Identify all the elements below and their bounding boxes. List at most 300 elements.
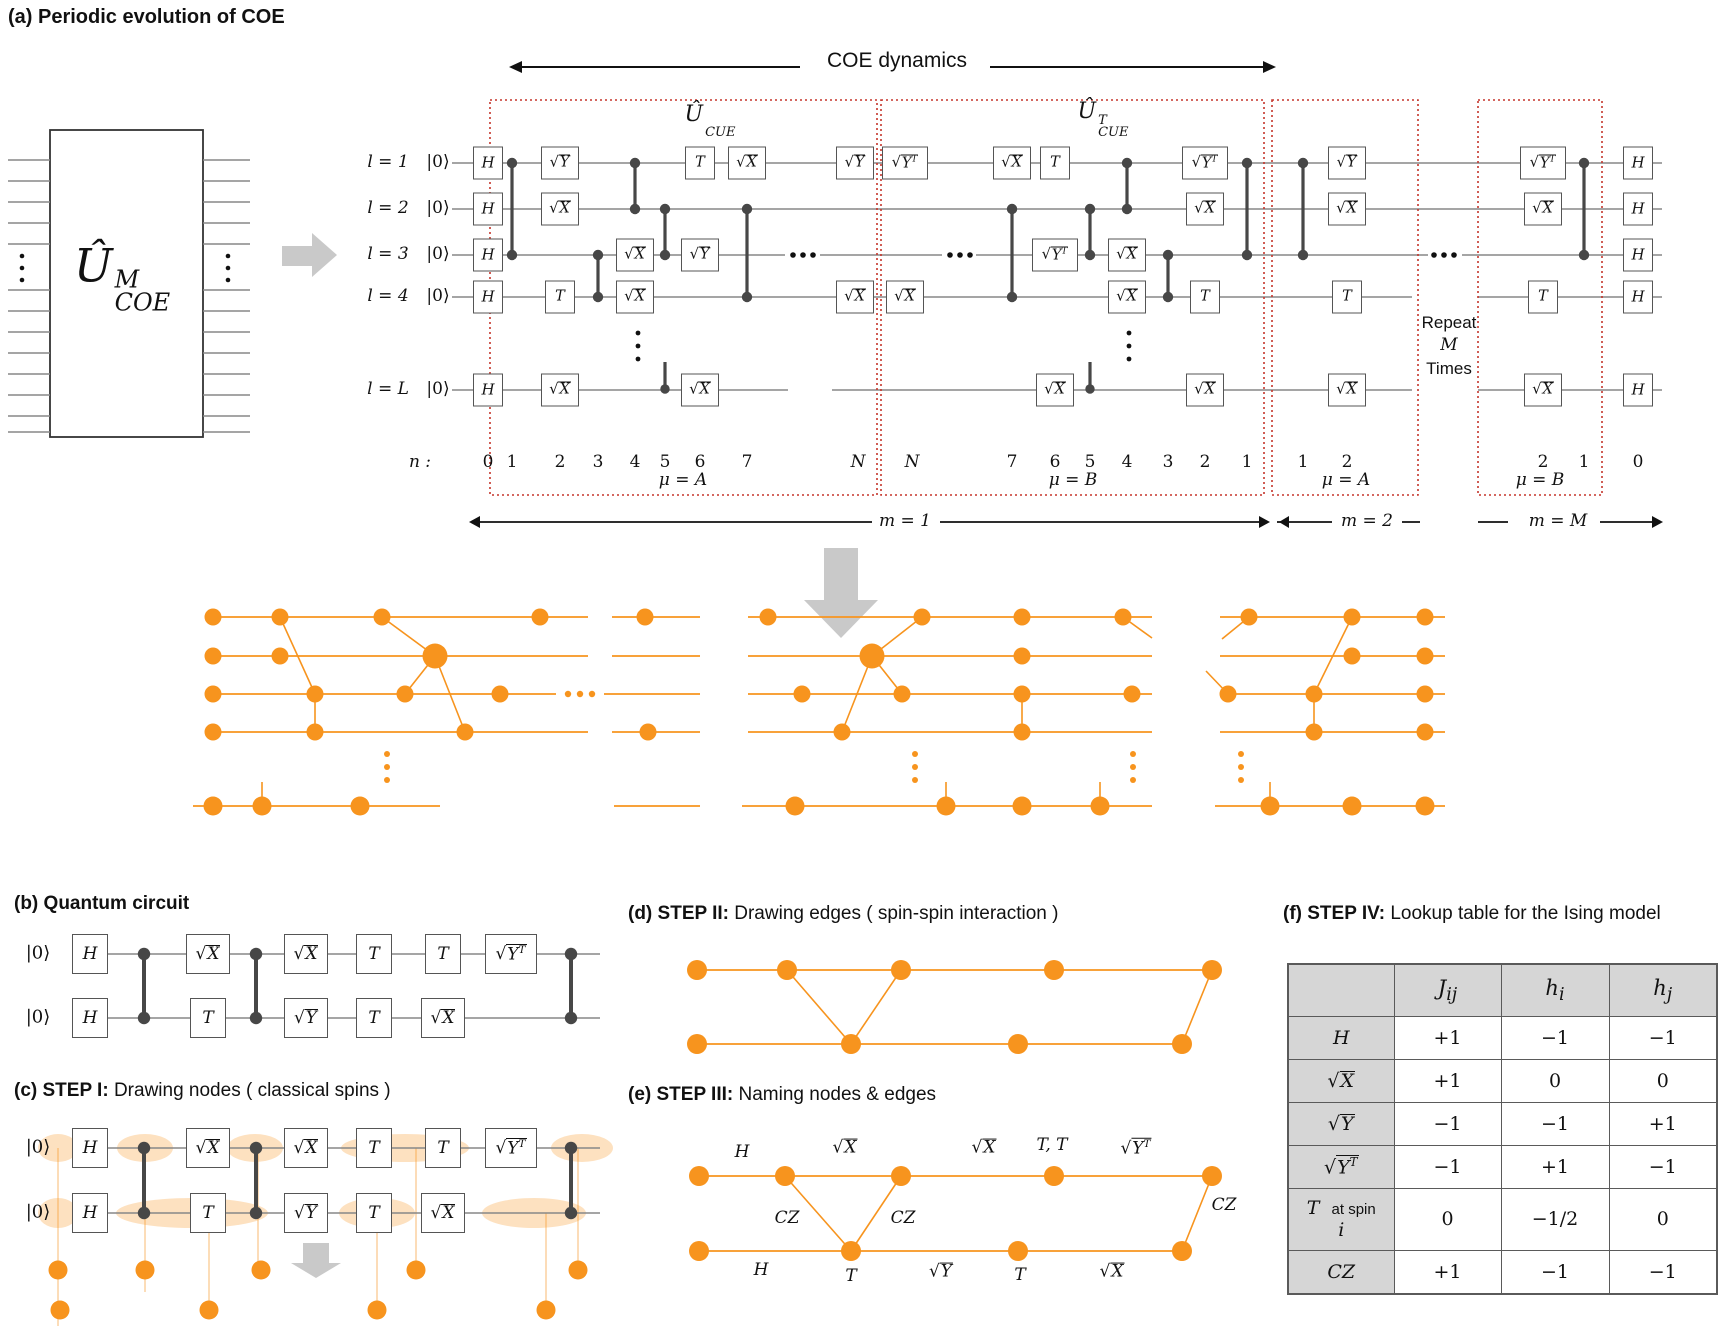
table-row-header: √X [1288,1059,1394,1102]
graph-node [1115,609,1132,626]
cz-dot [1085,250,1095,260]
gray-down-arrow-small [291,1243,341,1278]
mu-label: μ = B [1515,470,1565,491]
graph-node [1014,609,1031,626]
ellipsis-dot [20,254,25,259]
cz-dot [660,204,670,214]
gate-H: H [473,239,503,272]
gate-sqrtYT: √ $Y^T$ [1032,239,1078,272]
graph-node [1344,648,1361,665]
circuit-hdots [967,252,973,258]
coe-operator-box [50,130,203,437]
ket-label: |0⟩ [426,244,450,265]
gate-H: H [473,193,503,226]
circuit-hdots [810,252,816,258]
graph-node [457,724,474,741]
gate-sqrtYT: √ $Y^T$ [485,934,537,974]
spin-node [136,1261,155,1280]
graph-vdots [1238,751,1244,757]
gate-sqrtY: √ Y [541,147,579,180]
gate-sqrtX: √ X [421,1193,465,1233]
graph-node [1417,609,1434,626]
cz-dot [1579,158,1589,168]
cz-dot [565,1012,577,1024]
graph-node [794,686,811,703]
edge-label: √X [832,1137,857,1158]
cz-dot [250,1012,262,1024]
gate-sqrtX: √ X [836,281,874,314]
gate-T: T [356,934,392,974]
cz-edge-label: CZ [890,1208,916,1229]
gate-sqrtYT: √ $Y^T$ [1520,147,1566,180]
u-cue-transpose-label: Û T CUE [1077,99,1129,141]
n-index-label: 7 [1006,452,1018,473]
graph-edge [851,1176,901,1251]
n-index-label: 1 [1578,452,1590,473]
cz-dot [1163,292,1173,302]
ket-label: |0⟩ [426,152,450,173]
qubit-label: l = 2 [367,198,409,219]
graph-node [689,1166,709,1186]
graph-node [205,609,222,626]
graph-node [1417,724,1434,741]
table-row-header: $√Y^T$ [1288,1145,1394,1188]
n-index-label: 2 [554,452,566,473]
cz-dot [660,250,670,260]
n-index-label: 3 [592,452,604,473]
n-index-label: 1 [506,452,518,473]
arrowhead [469,516,480,528]
circuit-vdots [636,331,641,336]
ellipsis-dot [20,278,25,283]
graph-node [1091,797,1110,816]
gate-sqrtX: √ X [541,193,579,226]
cz-dot [250,948,262,960]
graph-node [687,1034,707,1054]
graph-node [205,686,222,703]
table-value-cell: +1 [1394,1059,1501,1102]
gate-sqrtX: √ X [284,934,328,974]
table-value-cell: −1 [1394,1145,1501,1188]
cz-dot [1242,158,1252,168]
gate-T: T [1040,147,1070,180]
n-index-label: 5 [1084,452,1096,473]
graph-edge [1182,1176,1212,1251]
graph-node [205,648,222,665]
graph-node [834,724,851,741]
graph-node [1306,686,1323,703]
gate-sqrtX: √ X [1524,193,1562,226]
graph-node [687,960,707,980]
circuit-vdots [1127,331,1132,336]
circuit-hdots [800,252,806,258]
cz-dot [138,1142,150,1154]
gate-sqrtY: √ Y [681,239,719,272]
panel-b-title: (b) Quantum circuit [14,893,190,914]
n-index-label: 0 [482,452,494,473]
m-label: m = M [1528,511,1588,532]
graph-edge [1182,970,1212,1044]
n-index-label: 1 [1241,452,1253,473]
gate-sqrtX: √ X [1186,374,1224,407]
cz-dot [1085,204,1095,214]
table-value-cell: 0 [1501,1059,1609,1102]
spin-node [569,1261,588,1280]
graph-node [1416,797,1435,816]
table-header-cell: $h_i$ [1501,964,1609,1016]
panel-a-title: (a) Periodic evolution of COE [8,6,285,28]
gate-sqrtX: √ X [1328,374,1366,407]
table-value-cell: +1 [1501,1145,1609,1188]
n-index-label: 2 [1341,452,1353,473]
gate-H: H [72,934,108,974]
graph-node [1306,724,1323,741]
gate-sqrtX: √ X [993,147,1031,180]
gate-H: H [473,374,503,407]
gate-sqrtYT: √ $Y^T$ [485,1128,537,1168]
gate-sqrtX: √ X [541,374,579,407]
graph-vdots [912,777,918,783]
gate-sqrtX: √ X [1036,374,1074,407]
gate-sqrtYT: √ $Y^T$ [882,147,928,180]
gate-sqrtY: √ Y [284,1193,328,1233]
gate-T: T [356,1193,392,1233]
graph-node [307,724,324,741]
ellipsis-dot [20,266,25,271]
cz-edge-label: CZ [774,1208,800,1229]
edge-label: T [845,1266,857,1287]
gray-down-arrow [804,548,878,638]
cz-dot [1122,158,1132,168]
cz-dot [630,204,640,214]
graph-vdots [1130,764,1136,770]
arrowhead [1259,516,1270,528]
gate-sqrtX: √ X [421,998,465,1038]
cz-dot [593,250,603,260]
mu-label: μ = A [658,470,708,491]
graph-node [1014,686,1031,703]
graph-node [914,609,931,626]
graph-hub-node [423,644,448,669]
cz-dot [1298,158,1308,168]
graph-node [1172,1034,1192,1054]
gate-H: H [473,147,503,180]
n-index-label: 2 [1537,452,1549,473]
graph-edge [851,970,901,1044]
spin-node [368,1301,387,1320]
table-value-cell: 0 [1394,1188,1501,1250]
gate-H: H [1623,374,1653,407]
gate-T: T [425,1128,461,1168]
table-header-cell: $J_{ij}$ [1394,964,1501,1016]
graph-node [1044,960,1064,980]
table-row-header: T at spin i [1288,1188,1394,1250]
gate-sqrtX: √ X [616,281,654,314]
gate-sqrtX: √ X [1524,374,1562,407]
n-index-label: 6 [694,452,706,473]
graph-node [1202,960,1222,980]
panel-c-title: (c) STEP I: Drawing nodes ( classical spins ) [14,1080,391,1101]
n-prefix: n : [408,452,432,473]
table-value-cell: 0 [1609,1059,1717,1102]
table-value-cell: 0 [1609,1188,1717,1250]
gate-sqrtX: √ X [284,1128,328,1168]
cz-dot [1242,250,1252,260]
m-label: m = 1 [879,511,931,532]
cz-dot [1007,204,1017,214]
n-index-label: 2 [1199,452,1211,473]
graph-node [1241,609,1258,626]
repeat-note: M [1440,335,1458,356]
cz-dot [250,1207,262,1219]
graph-node [786,797,805,816]
graph-vdots [384,777,390,783]
cz-dot [507,250,517,260]
circuit-vdots [636,344,641,349]
graph-node [1261,797,1280,816]
cz-dot [507,158,517,168]
cz-dot [1163,250,1173,260]
edge-label: T [1014,1265,1026,1286]
graph-node [1202,1166,1222,1186]
graph-vdots [384,751,390,757]
gate-sqrtX: √ X [681,374,719,407]
table-row-header: CZ [1288,1250,1394,1294]
graph-node [640,724,657,741]
graph-node [1344,609,1361,626]
table-value-cell: −1 [1501,1016,1609,1059]
gate-H: H [1623,147,1653,180]
cz-dot [565,948,577,960]
gate-T: T [685,147,715,180]
spin-node [51,1301,70,1320]
panel-d-title: (d) STEP II: Drawing edges ( spin-spin interaction ) [628,903,1059,924]
graph-hub-node [860,644,885,669]
graph-hdots [565,691,571,697]
graph-node [841,1034,861,1054]
ket-label: |0⟩ [25,1201,51,1223]
mu-label: μ = A [1321,470,1371,491]
mu-label: μ = B [1048,470,1098,491]
cz-edge-label: CZ [1211,1195,1237,1216]
ket-label: |0⟩ [25,942,51,964]
gate-sqrtX: √ X [1108,239,1146,272]
gate-sqrtYT: √ $Y^T$ [1182,147,1228,180]
edge-label: √Y [928,1261,953,1282]
spin-node [49,1261,68,1280]
graph-node [1013,797,1032,816]
gate-sqrtX: √ X [886,281,924,314]
n-index-label: 0 [1632,452,1644,473]
gate-H: H [72,998,108,1038]
graph-node [777,960,797,980]
circuit-vdots [636,357,641,362]
edge-label: T, T [1036,1135,1068,1156]
cz-dot [138,1207,150,1219]
table-value-cell: +1 [1609,1102,1717,1145]
gate-sqrtX: √ X [1186,193,1224,226]
gate-sqrtX: √ X [1328,193,1366,226]
coe-dynamics-label: COE dynamics [826,48,968,72]
cz-dot [565,1142,577,1154]
gate-H: H [72,1128,108,1168]
table-value-cell: −1 [1609,1250,1717,1294]
gray-right-arrow [282,233,337,277]
graph-node [307,686,324,703]
cz-dot [138,1012,150,1024]
table-header-cell: $h_j$ [1609,964,1717,1016]
n-index-label: 3 [1162,452,1174,473]
n-index-label: 4 [629,452,641,473]
ket-label: |0⟩ [25,1136,51,1158]
cz-dot [1298,250,1308,260]
qubit-label: l = 4 [367,286,409,307]
cz-dot [1579,250,1589,260]
graph-node [1417,648,1434,665]
gate-sqrtY: √ Y [836,147,874,180]
graph-vdots [1130,751,1136,757]
cz-dot [593,292,603,302]
graph-node [532,609,549,626]
graph-node [272,609,289,626]
graph-edge [787,970,851,1044]
graph-vdots [1238,777,1244,783]
table-row-header: √Y [1288,1102,1394,1145]
graph-vdots [384,764,390,770]
graph-node [1014,648,1031,665]
table-value-cell: +1 [1394,1250,1501,1294]
circuit-hdots [1441,252,1447,258]
n-index-label: 1 [1297,452,1309,473]
arrowhead [509,61,522,73]
graph-node [689,1241,709,1261]
edge-label: √X [1099,1261,1124,1282]
spin-node [537,1301,556,1320]
graph-node [937,797,956,816]
circuit-hdots [790,252,796,258]
arrowhead [1652,516,1663,528]
spin-node [252,1261,271,1280]
graph-node [351,797,370,816]
graph-node [272,648,289,665]
graph-vdots [1130,777,1136,783]
n-index-label: 4 [1121,452,1133,473]
ellipsis-dot [226,266,231,271]
graph-node [891,1166,911,1186]
ket-label: |0⟩ [25,1006,51,1028]
graph-node [1417,686,1434,703]
graph-hdots [577,691,583,697]
graph-node [397,686,414,703]
gate-T: T [425,934,461,974]
arrowhead [1279,516,1289,528]
table-row-header: H [1288,1016,1394,1059]
table-value-cell: −1/2 [1501,1188,1609,1250]
ket-label: |0⟩ [426,286,450,307]
spin-node [407,1261,426,1280]
graph-node [1343,797,1362,816]
edge-label: H [734,1142,750,1163]
gate-H: H [1623,239,1653,272]
graph-node [205,724,222,741]
graph-vdots [912,764,918,770]
cz-dot [138,948,150,960]
graph-node [253,797,272,816]
cz-dot [1007,292,1017,302]
gate-H: H [1623,193,1653,226]
qubit-label: l = 3 [367,244,409,265]
circuit-hdots [1431,252,1437,258]
arrowhead [1263,61,1276,73]
table-value-cell: −1 [1501,1102,1609,1145]
gate-sqrtY: √ Y [1328,147,1366,180]
gate-T: T [190,998,226,1038]
gate-T: T [1528,281,1558,314]
cz-dot [630,158,640,168]
graph-edge [785,1176,851,1251]
gate-H: H [473,281,503,314]
graph-node [775,1166,795,1186]
coe-operator-label: Û M COE [73,238,171,317]
graph-node [1124,686,1141,703]
gate-T: T [356,1128,392,1168]
graph-node [637,609,654,626]
graph-node [492,686,509,703]
graph-node [1008,1241,1028,1261]
graph-vdots [912,751,918,757]
m-label: m = 2 [1341,511,1393,532]
gate-T: T [356,998,392,1038]
gate-T: T [545,281,575,314]
gate-sqrtX: √ X [186,1128,230,1168]
graph-node [1044,1166,1064,1186]
qubit-label: l = 1 [367,152,409,173]
graph-node [894,686,911,703]
cz-stub-dot [660,384,669,393]
cz-dot [742,292,752,302]
gate-sqrtX: √ X [616,239,654,272]
panel-e-title: (e) STEP III: Naming nodes & edges [628,1084,937,1105]
graph-node [1014,724,1031,741]
n-index-label: 5 [659,452,671,473]
edge-label: H [753,1260,769,1281]
gate-sqrtX: √ X [1108,281,1146,314]
gate-T: T [190,1193,226,1233]
n-index-label: N [850,452,866,473]
graph-node [891,960,911,980]
n-index-label: 7 [741,452,753,473]
repeat-note: Times [1426,359,1472,379]
graph-node [204,797,223,816]
spin-node [200,1301,219,1320]
cz-dot [565,1207,577,1219]
ellipsis-dot [226,278,231,283]
edge-label: √X [971,1137,996,1158]
cz-dot [1122,204,1132,214]
graph-node [760,609,777,626]
gate-sqrtX: √ X [728,147,766,180]
cz-stub-dot [1085,384,1094,393]
circuit-vdots [1127,344,1132,349]
circuit-hdots [947,252,953,258]
gate-T: T [1190,281,1220,314]
gate-H: H [1623,281,1653,314]
graph-node [1220,686,1237,703]
n-index-label: N [904,452,920,473]
cz-dot [250,1142,262,1154]
n-index-label: 6 [1049,452,1061,473]
graph-node [1172,1241,1192,1261]
